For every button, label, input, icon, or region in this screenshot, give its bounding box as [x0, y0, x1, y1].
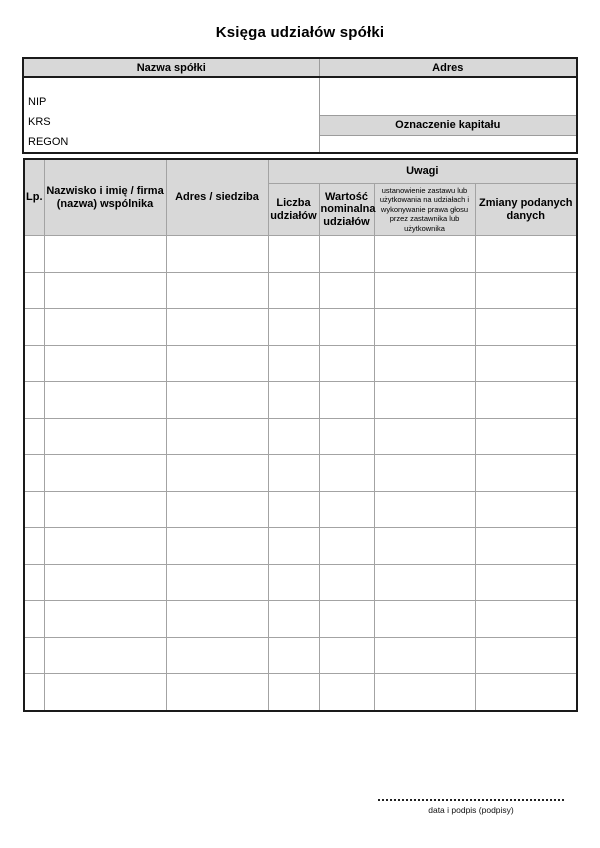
empty-cell — [44, 345, 166, 382]
empty-cell — [44, 418, 166, 455]
table-row — [24, 637, 577, 674]
address-value-cell — [319, 77, 577, 116]
empty-cell — [319, 345, 374, 382]
empty-cell — [475, 345, 577, 382]
empty-cell — [374, 601, 475, 638]
table-row — [24, 491, 577, 528]
empty-cell — [319, 236, 374, 273]
empty-cell — [268, 455, 319, 492]
empty-cell — [24, 309, 44, 346]
empty-cell — [374, 455, 475, 492]
empty-cell — [268, 272, 319, 309]
table-row — [24, 418, 577, 455]
table-row — [24, 382, 577, 419]
empty-cell — [268, 528, 319, 565]
empty-cell — [374, 345, 475, 382]
table-row — [24, 455, 577, 492]
empty-cell — [166, 528, 268, 565]
krs-label: KRS — [28, 116, 51, 128]
table-row — [24, 601, 577, 638]
empty-cell — [319, 455, 374, 492]
empty-cell — [475, 674, 577, 711]
empty-cell — [44, 491, 166, 528]
empty-cell — [166, 564, 268, 601]
address-header: Adres — [319, 58, 577, 77]
empty-cell — [268, 236, 319, 273]
empty-cell — [475, 309, 577, 346]
col-header-lp: Lp. — [24, 159, 44, 236]
empty-cell — [166, 601, 268, 638]
empty-cell — [319, 418, 374, 455]
empty-cell — [374, 382, 475, 419]
share-table-body — [24, 236, 577, 711]
empty-cell — [374, 674, 475, 711]
empty-cell — [475, 418, 577, 455]
empty-cell — [268, 564, 319, 601]
empty-cell — [268, 601, 319, 638]
signature-dotted-line — [378, 790, 564, 801]
empty-cell — [24, 491, 44, 528]
company-ids-cell — [23, 77, 319, 153]
empty-cell — [268, 637, 319, 674]
share-register-table — [23, 158, 578, 712]
empty-cell — [475, 491, 577, 528]
empty-cell — [44, 455, 166, 492]
empty-cell — [374, 564, 475, 601]
empty-cell — [268, 674, 319, 711]
table-row — [24, 564, 577, 601]
empty-cell — [374, 491, 475, 528]
empty-cell — [24, 455, 44, 492]
empty-cell — [44, 674, 166, 711]
empty-cell — [24, 674, 44, 711]
empty-cell — [166, 309, 268, 346]
empty-cell — [44, 528, 166, 565]
empty-cell — [268, 491, 319, 528]
table-row — [24, 272, 577, 309]
empty-cell — [268, 418, 319, 455]
empty-cell — [475, 637, 577, 674]
empty-cell — [44, 309, 166, 346]
col-header-share-count: Liczba udziałów — [268, 184, 319, 236]
empty-cell — [374, 309, 475, 346]
empty-cell — [319, 637, 374, 674]
table-row — [24, 674, 577, 711]
table-row — [24, 309, 577, 346]
empty-cell — [475, 601, 577, 638]
empty-cell — [319, 491, 374, 528]
empty-cell — [44, 272, 166, 309]
nip-label: NIP — [28, 96, 47, 108]
empty-cell — [24, 236, 44, 273]
empty-cell — [374, 637, 475, 674]
empty-cell — [24, 564, 44, 601]
empty-cell — [166, 418, 268, 455]
empty-cell — [166, 491, 268, 528]
signature-block — [378, 790, 564, 815]
empty-cell — [44, 236, 166, 273]
company-info-table — [22, 57, 578, 154]
empty-cell — [319, 309, 374, 346]
empty-cell — [475, 272, 577, 309]
empty-cell — [319, 674, 374, 711]
capital-header: Oznaczenie kapitału — [319, 116, 577, 136]
empty-cell — [475, 564, 577, 601]
empty-cell — [24, 382, 44, 419]
empty-cell — [475, 528, 577, 565]
empty-cell — [24, 418, 44, 455]
page-title: Księga udziałów spółki — [215, 24, 385, 41]
empty-cell — [166, 236, 268, 273]
empty-cell — [319, 601, 374, 638]
col-header-pledge-note: ustanowienie zastawu lub użytkowania na udziałach i wykonywanie prawa głosu przez zastawnika lub użytkownika — [374, 184, 475, 236]
empty-cell — [166, 345, 268, 382]
empty-cell — [166, 382, 268, 419]
empty-cell — [166, 637, 268, 674]
empty-cell — [24, 272, 44, 309]
empty-cell — [374, 236, 475, 273]
empty-cell — [268, 382, 319, 419]
empty-cell — [166, 455, 268, 492]
empty-cell — [475, 455, 577, 492]
empty-cell — [319, 382, 374, 419]
empty-cell — [374, 418, 475, 455]
col-header-address: Adres / siedziba — [166, 159, 268, 236]
empty-cell — [24, 637, 44, 674]
col-header-nominal-value: Wartość nominalna udziałów — [319, 184, 374, 236]
empty-cell — [268, 345, 319, 382]
empty-cell — [44, 637, 166, 674]
signature-label: data i podpis (podpisy) — [428, 805, 514, 815]
col-header-shareholder: Nazwisko i imię / firma (nazwa) wspólnika — [44, 159, 166, 236]
empty-cell — [475, 236, 577, 273]
company-name-header: Nazwa spółki — [23, 58, 319, 77]
empty-cell — [166, 272, 268, 309]
empty-cell — [475, 382, 577, 419]
empty-cell — [319, 528, 374, 565]
empty-cell — [44, 564, 166, 601]
empty-cell — [24, 601, 44, 638]
empty-cell — [44, 601, 166, 638]
empty-cell — [268, 309, 319, 346]
empty-cell — [44, 382, 166, 419]
table-row — [24, 345, 577, 382]
col-header-remarks: Uwagi — [268, 159, 577, 184]
empty-cell — [374, 528, 475, 565]
empty-cell — [319, 272, 374, 309]
empty-cell — [374, 272, 475, 309]
capital-value-cell — [319, 135, 577, 153]
empty-cell — [319, 564, 374, 601]
col-header-data-changes: Zmiany podanych danych — [475, 184, 577, 236]
table-row — [24, 528, 577, 565]
empty-cell — [24, 345, 44, 382]
empty-cell — [166, 674, 268, 711]
empty-cell — [24, 528, 44, 565]
table-row — [24, 236, 577, 273]
regon-label: REGON — [28, 136, 69, 148]
